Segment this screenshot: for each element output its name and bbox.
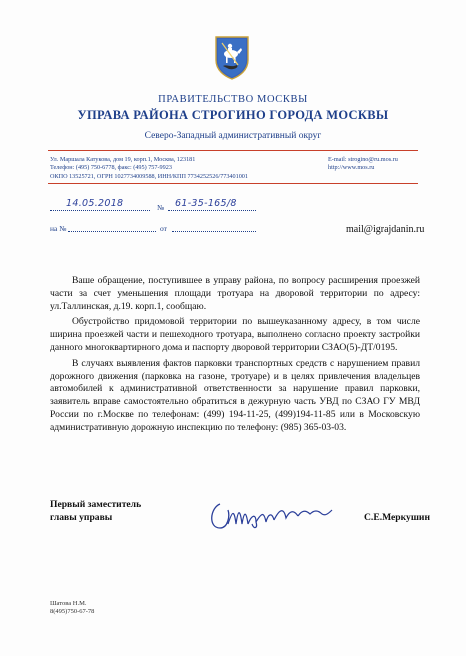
address-block: [50, 156, 330, 181]
signer-title-line: Первый заместитель: [50, 499, 142, 510]
address-line: Ул. Маршала Катукова, дом 19, корп.1, Москва, 123181: [50, 156, 196, 163]
executor-phone: 8(495)750-67-78: [50, 608, 95, 615]
email-line: E-mail: strogino@ru.mos.ru: [328, 156, 398, 163]
government-name: ПРАВИТЕЛЬСТВО МОСКВЫ: [158, 94, 308, 105]
header-rule-top: [48, 150, 418, 151]
website-line: http://www.mos.ru: [328, 164, 375, 172]
signer-title-line: главы управы: [50, 512, 113, 523]
executor-block: [50, 600, 94, 616]
district-name: Северо-Западный административный округ: [144, 131, 322, 141]
date-dotline: [50, 210, 150, 211]
handwritten-signature: [206, 494, 336, 534]
reference-from: от: [160, 224, 167, 233]
executor-name: Шатова Н.М.: [50, 600, 87, 607]
organization-name: УПРАВА РАЙОНА СТРОГИНО ГОРОДА МОСКВЫ: [77, 108, 389, 122]
header-rule-bottom: [48, 183, 418, 184]
registration-number: 61-35-165/8: [175, 198, 237, 209]
body-paragraph: Ваше обращение, поступившее в управу района, по вопросу расширения проезжей части за счет уменьшения площади тротуара на дворовой территории по адресу: ул.Таллинская, д.19. корп.1, сообщаю.: [50, 275, 420, 312]
reference-dotline: [68, 231, 156, 232]
contact-block: [328, 156, 448, 173]
letter-body: [50, 275, 420, 438]
body-paragraph: В случаях выявления фактов парковки транспортных средств с нарушением правил дорожного движения (парковка на газоне, тротуаре) и в целях привлечения владельцев автомобилей к административной ответственности за нарушение правил парковки, заявитель вправе самостоятельно обратиться в дежурную часть УВД по СЗАО ГУ МВД России по г.Москве по телефонам: (499) 194-11-25, (499)194-11-85 или в Московскую административную дорожную инспекцию по телефону: (985) 365-03-03.: [50, 357, 420, 433]
phone-line: Телефон: (495) 750-6778, факс: (495) 757-9923: [50, 164, 172, 172]
registry-line: ОКПО 13525721, ОГРН 1027734009588, ИНН/КПП 7734252526/773401001: [50, 172, 248, 180]
number-dotline: [168, 210, 256, 211]
signer-name: С.Е.Меркушин: [364, 512, 430, 523]
reference-date-dotline: [172, 231, 256, 232]
reference-prefix: на №: [50, 224, 67, 233]
registration-date: 14.05.2018: [66, 198, 124, 209]
recipient-email: mail@igrajdanin.ru: [346, 224, 425, 235]
signer-title: [50, 498, 141, 524]
number-prefix: №: [157, 203, 165, 212]
body-paragraph: Обустройство придомовой территории по вышеуказанному адресу, в том числе ширина проезжей части и пешеходного тротуара, выполнено согласно проекту застройки данного многоквартирного дома и паспорту дворовой территории СЗАО(5)-ДТ/0195.: [50, 316, 420, 353]
moscow-coat-of-arms-icon: [213, 34, 251, 80]
